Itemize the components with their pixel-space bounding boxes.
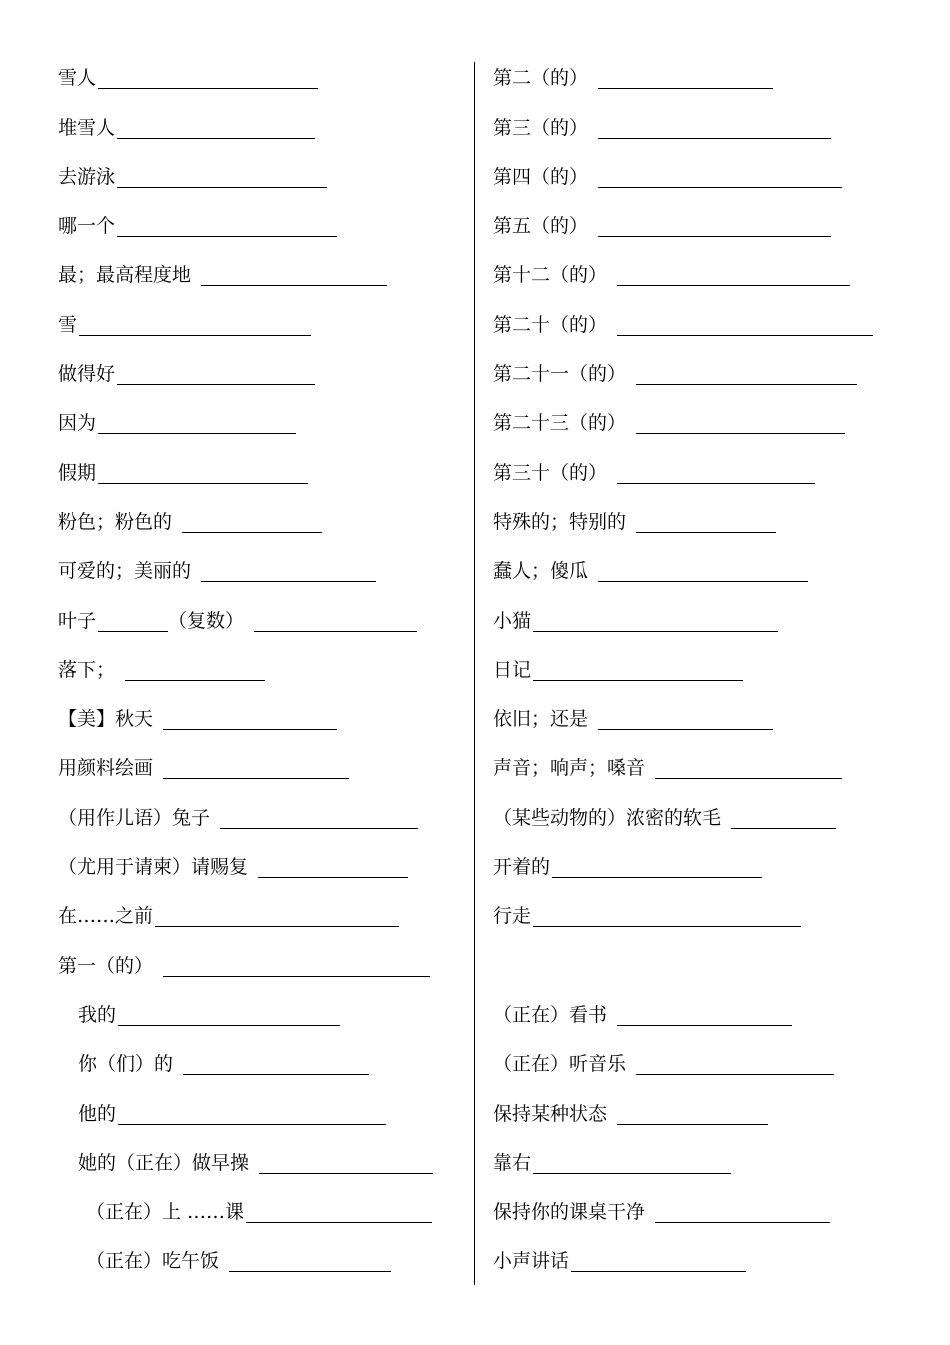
vocab-item — [58, 1135, 458, 1184]
answer-blank[interactable] — [617, 1104, 768, 1125]
answer-blank[interactable] — [258, 857, 408, 878]
vocab-label: 第五（的） — [493, 215, 589, 238]
vocab-item — [58, 198, 458, 247]
vocab-item — [493, 494, 893, 543]
answer-blank[interactable] — [163, 709, 337, 730]
answer-blank[interactable] — [201, 265, 387, 286]
vocab-label: 她的（正在）做早操 — [78, 1151, 250, 1174]
answer-blank[interactable] — [552, 857, 762, 878]
vocab-label: （用作儿语）兔子 — [58, 806, 211, 829]
vocab-item — [493, 937, 893, 986]
vocab-label: 第二十三（的） — [493, 412, 627, 435]
vocab-item — [493, 444, 893, 493]
answer-blank[interactable] — [246, 1202, 432, 1223]
answer-blank[interactable] — [636, 364, 857, 385]
vocab-item — [58, 691, 458, 740]
vocab-label: 特殊的；特别的 — [493, 510, 627, 533]
vocab-item — [58, 444, 458, 493]
vocab-label: 第四（的） — [493, 165, 589, 188]
vocab-label: 你（们）的 — [78, 1053, 174, 1076]
answer-blank[interactable] — [598, 216, 831, 237]
right-column — [493, 50, 893, 1282]
vocab-label: （尤用于请柬）请赐复 — [58, 856, 249, 879]
vocab-label: 哪一个 — [58, 215, 116, 238]
answer-blank[interactable] — [598, 709, 773, 730]
vocab-label: 保持你的课桌干净 — [493, 1201, 646, 1224]
vocab-item — [58, 50, 458, 99]
answer-blank[interactable] — [98, 413, 296, 434]
answer-blank[interactable] — [533, 1153, 731, 1174]
vocab-label: 第十二（的） — [493, 264, 608, 287]
answer-blank[interactable] — [636, 1054, 834, 1075]
vocab-label: 雪 — [58, 313, 78, 336]
vocab-label: 声音；响声；嗓音 — [493, 757, 646, 780]
column-divider — [474, 62, 475, 1285]
vocab-label: 最；最高程度地 — [58, 264, 192, 287]
answer-blank[interactable] — [118, 1104, 386, 1125]
answer-blank[interactable] — [98, 68, 318, 89]
answer-blank[interactable] — [117, 216, 337, 237]
vocab-item — [493, 395, 893, 444]
vocab-label: （正在）上 ……课 — [86, 1201, 245, 1224]
answer-blank[interactable] — [220, 808, 418, 829]
answer-blank[interactable] — [163, 956, 430, 977]
answer-blank[interactable] — [254, 611, 417, 632]
vocab-label: 去游泳 — [58, 165, 116, 188]
answer-blank[interactable] — [598, 118, 831, 139]
vocab-label: 可爱的；美丽的 — [58, 560, 192, 583]
vocab-item — [58, 543, 458, 592]
vocab-label: 保持某种状态 — [493, 1102, 608, 1125]
answer-blank[interactable] — [229, 1251, 391, 1272]
answer-blank[interactable] — [598, 167, 842, 188]
vocab-suffix: （复数） — [168, 609, 245, 632]
vocab-item — [58, 740, 458, 789]
vocab-item — [493, 987, 893, 1036]
vocab-label: （正在）看书 — [493, 1003, 608, 1026]
vocab-item — [493, 99, 893, 148]
vocab-item — [58, 1085, 458, 1134]
answer-blank[interactable] — [98, 611, 168, 632]
vocab-item — [58, 247, 458, 296]
vocab-item — [493, 789, 893, 838]
answer-blank[interactable] — [155, 906, 399, 927]
vocab-item — [493, 839, 893, 888]
vocab-label: 第二（的） — [493, 67, 589, 90]
vocab-item — [493, 642, 893, 691]
vocab-item — [58, 888, 458, 937]
answer-blank[interactable] — [598, 561, 808, 582]
vocab-label: 日记 — [493, 658, 532, 681]
vocab-label: 【美】秋天 — [58, 708, 154, 731]
answer-blank[interactable] — [533, 660, 743, 681]
vocab-label: 叶子 — [58, 609, 97, 632]
answer-blank[interactable] — [571, 1251, 746, 1272]
vocab-item — [58, 642, 458, 691]
answer-blank[interactable] — [125, 660, 265, 681]
vocab-item — [493, 1135, 893, 1184]
vocab-label: 行走 — [493, 905, 532, 928]
vocab-item — [493, 1036, 893, 1085]
vocab-label: 堆雪人 — [58, 116, 116, 139]
vocab-label: 第三十（的） — [493, 461, 608, 484]
vocab-item — [493, 1085, 893, 1134]
vocab-item — [58, 592, 458, 641]
vocab-item — [58, 1233, 458, 1282]
vocab-label: 落下； — [58, 658, 116, 681]
vocab-item — [58, 99, 458, 148]
vocab-item — [493, 691, 893, 740]
answer-blank[interactable] — [533, 906, 801, 927]
vocab-item — [493, 1184, 893, 1233]
vocab-label: （正在）听音乐 — [493, 1053, 627, 1076]
left-column — [58, 50, 458, 1282]
vocab-item — [493, 346, 893, 395]
vocab-item — [493, 198, 893, 247]
vocab-label: 依旧；还是 — [493, 708, 589, 731]
vocab-label: 因为 — [58, 412, 97, 435]
vocab-label: 第二十一（的） — [493, 363, 627, 386]
vocab-label: 在……之前 — [58, 905, 154, 928]
answer-blank[interactable] — [655, 1202, 830, 1223]
answer-blank[interactable] — [598, 68, 773, 89]
answer-blank[interactable] — [617, 1005, 792, 1026]
answer-blank[interactable] — [259, 1153, 433, 1174]
vocab-item — [58, 296, 458, 345]
vocab-item — [58, 1184, 458, 1233]
vocab-item — [493, 543, 893, 592]
answer-blank[interactable] — [617, 265, 850, 286]
answer-blank[interactable] — [533, 611, 778, 632]
vocab-item — [493, 1233, 893, 1282]
answer-blank[interactable] — [182, 512, 322, 533]
vocab-item — [493, 296, 893, 345]
vocab-label: 做得好 — [58, 363, 116, 386]
vocab-item — [58, 789, 458, 838]
answer-blank[interactable] — [655, 758, 842, 779]
answer-blank[interactable] — [636, 413, 845, 434]
vocab-item — [58, 1036, 458, 1085]
answer-blank[interactable] — [183, 1054, 369, 1075]
vocab-label: 第二十（的） — [493, 313, 608, 336]
vocab-item — [58, 395, 458, 444]
vocab-label: 靠右 — [493, 1151, 532, 1174]
vocab-item — [493, 149, 893, 198]
vocab-item — [493, 592, 893, 641]
vocab-label: 粉色；粉色的 — [58, 510, 173, 533]
vocab-item — [58, 346, 458, 395]
answer-blank[interactable] — [163, 758, 349, 779]
vocab-item — [58, 494, 458, 543]
answer-blank[interactable] — [118, 1005, 340, 1026]
answer-blank[interactable] — [617, 463, 815, 484]
vocab-label: 我的 — [78, 1003, 117, 1026]
answer-blank[interactable] — [731, 808, 836, 829]
vocab-label: 用颜料绘画 — [58, 757, 154, 780]
answer-blank[interactable] — [117, 364, 315, 385]
vocab-label: 第三（的） — [493, 116, 589, 139]
vocab-item — [58, 839, 458, 888]
answer-blank[interactable] — [79, 315, 311, 336]
vocab-label: 开着的 — [493, 856, 551, 879]
vocab-label: （正在）吃午饭 — [86, 1250, 220, 1273]
vocab-label: 他的 — [78, 1102, 117, 1125]
vocab-label: 假期 — [58, 461, 97, 484]
vocab-item — [58, 937, 458, 986]
vocab-label: （某些动物的）浓密的软毛 — [493, 806, 722, 829]
answer-blank[interactable] — [117, 167, 327, 188]
vocab-item — [493, 247, 893, 296]
answer-blank[interactable] — [117, 118, 315, 139]
answer-blank[interactable] — [201, 561, 376, 582]
vocab-label: 小猫 — [493, 609, 532, 632]
vocab-item — [493, 888, 893, 937]
answer-blank[interactable] — [636, 512, 776, 533]
vocab-item — [493, 50, 893, 99]
answer-blank[interactable] — [98, 463, 308, 484]
answer-blank[interactable] — [617, 315, 873, 336]
vocab-item — [58, 987, 458, 1036]
vocab-item — [493, 740, 893, 789]
vocab-label: 雪人 — [58, 67, 97, 90]
vocab-label: 蠢人；傻瓜 — [493, 560, 589, 583]
vocab-item — [58, 149, 458, 198]
vocab-label: 小声讲话 — [493, 1250, 570, 1273]
vocab-label: 第一（的） — [58, 954, 154, 977]
